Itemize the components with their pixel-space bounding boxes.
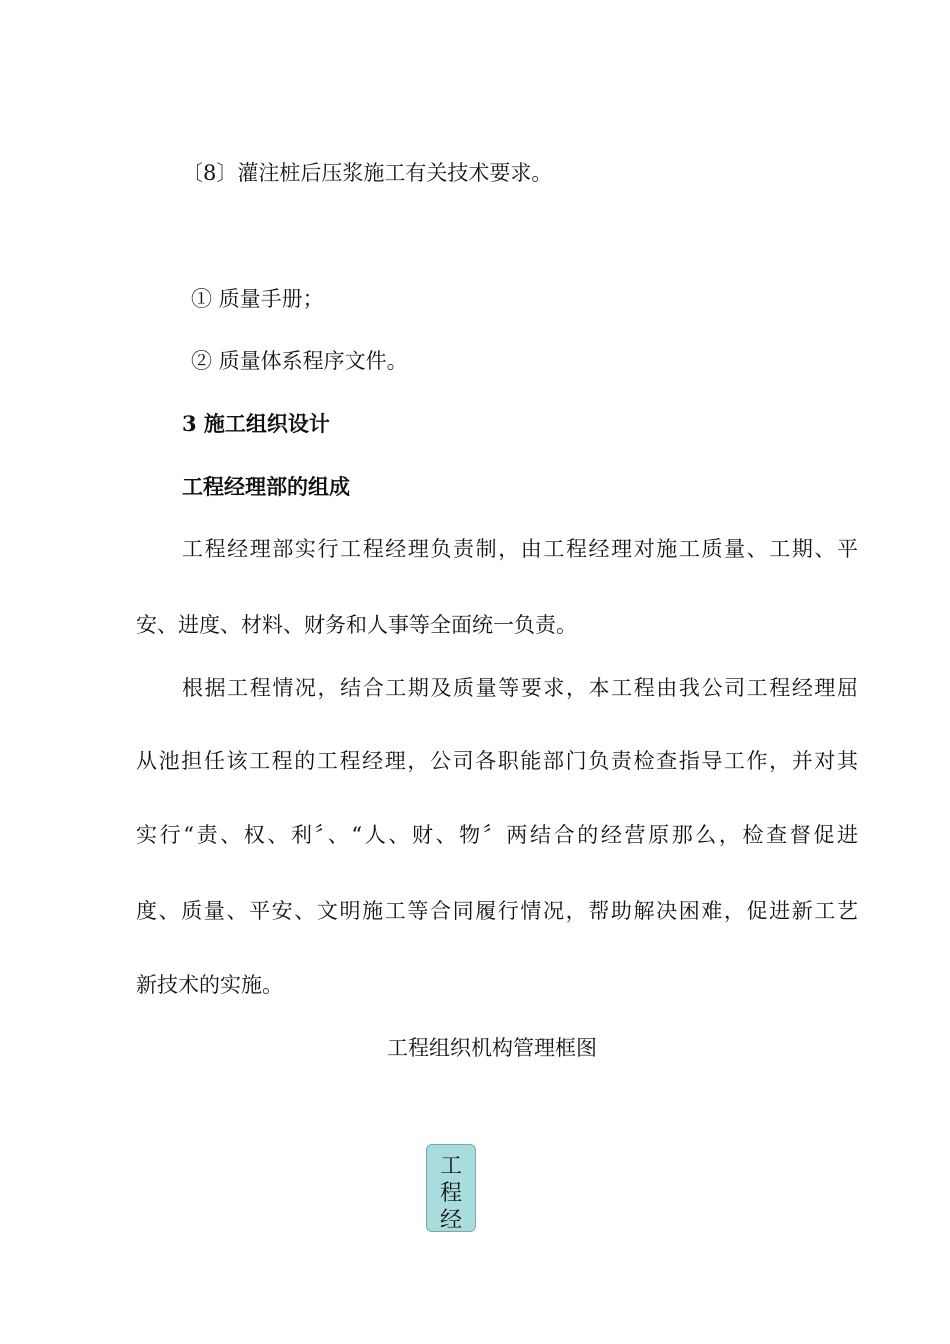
paragraph-line: 工程经理部实行工程经理负责制，由工程经理对施工质量、工期、平 (182, 537, 858, 561)
list-item-quality-manual: ① 质量手册； (191, 287, 324, 311)
org-chart-top-box (426, 1144, 476, 1232)
paragraph-line: 从池担任该工程的工程经理，公司各职能部门负责检查指导工作，并对其 (136, 749, 858, 773)
paragraph-line: 实行“责、权、利〞、“人、财、物〞两结合的经营原那么，检查督促进 (136, 823, 858, 847)
paragraph-line: 安、进度、材料、财务和人事等全面统一负责。 (136, 613, 577, 637)
paragraph-line: 新技术的实施。 (136, 973, 283, 997)
org-box-char: 工 (439, 1154, 462, 1179)
figure-title: 工程组织机构管理框图 (387, 1036, 597, 1060)
subsection-heading: 工程经理部的组成 (182, 474, 350, 499)
paragraph-line: 度、质量、平安、文明施工等合同履行情况，帮助解决困难，促进新工艺 (136, 899, 858, 923)
list-item-8: 〔8〕灌注桩后压浆施工有关技术要求。 (182, 161, 553, 185)
org-box-char: 经 (439, 1208, 462, 1233)
list-item-quality-procedures: ② 质量体系程序文件。 (191, 349, 408, 373)
section-heading: 3 施工组织设计 (182, 411, 330, 436)
org-box-char: 程 (439, 1181, 462, 1206)
paragraph-line: 根据工程情况，结合工期及质量等要求，本工程由我公司工程经理屈 (182, 676, 858, 700)
